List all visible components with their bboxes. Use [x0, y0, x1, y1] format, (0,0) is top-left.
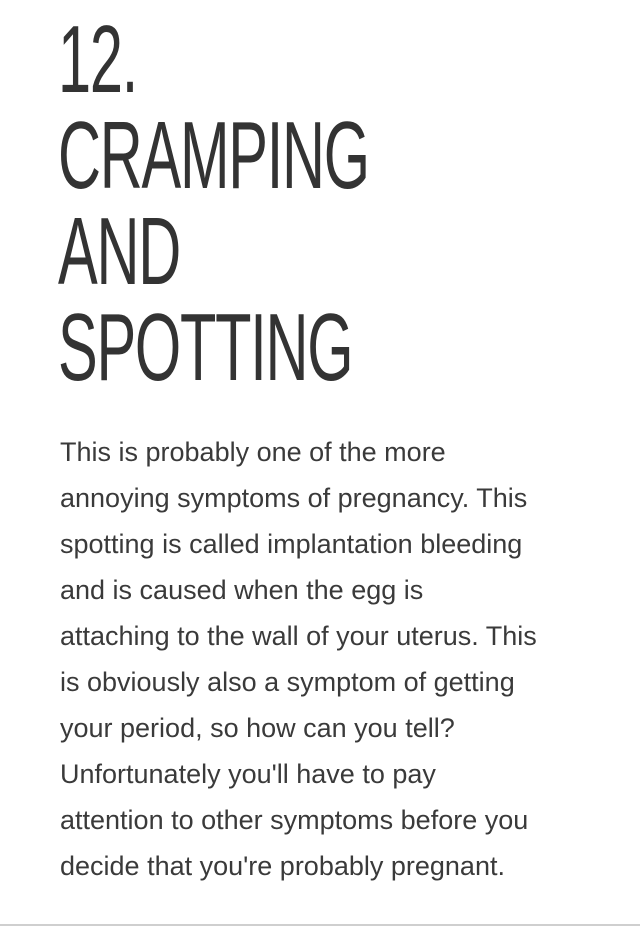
description-line: Unfortunately you'll have to pay	[60, 759, 436, 789]
symptom-description	[60, 429, 620, 889]
heading-line-1: CRAMPING	[58, 102, 369, 209]
symptom-heading	[58, 6, 559, 401]
description-line: spotting is called implantation bleeding	[60, 529, 523, 559]
description-line: annoying symptoms of pregnancy. This	[60, 483, 528, 513]
heading-line-3: SPOTTING	[58, 294, 353, 401]
heading-line-2: AND	[58, 198, 180, 305]
heading-number: 12.	[58, 6, 138, 113]
description-line: decide that you're probably pregnant.	[60, 851, 505, 881]
description-line: is obviously also a symptom of getting	[60, 667, 515, 697]
description-line: your period, so how can you tell?	[60, 713, 455, 743]
description-line: attaching to the wall of your uterus. This	[60, 621, 537, 651]
description-line: attention to other symptoms before you	[60, 805, 529, 835]
description-line: This is probably one of the more	[60, 437, 446, 467]
description-line: and is caused when the egg is	[60, 575, 424, 605]
